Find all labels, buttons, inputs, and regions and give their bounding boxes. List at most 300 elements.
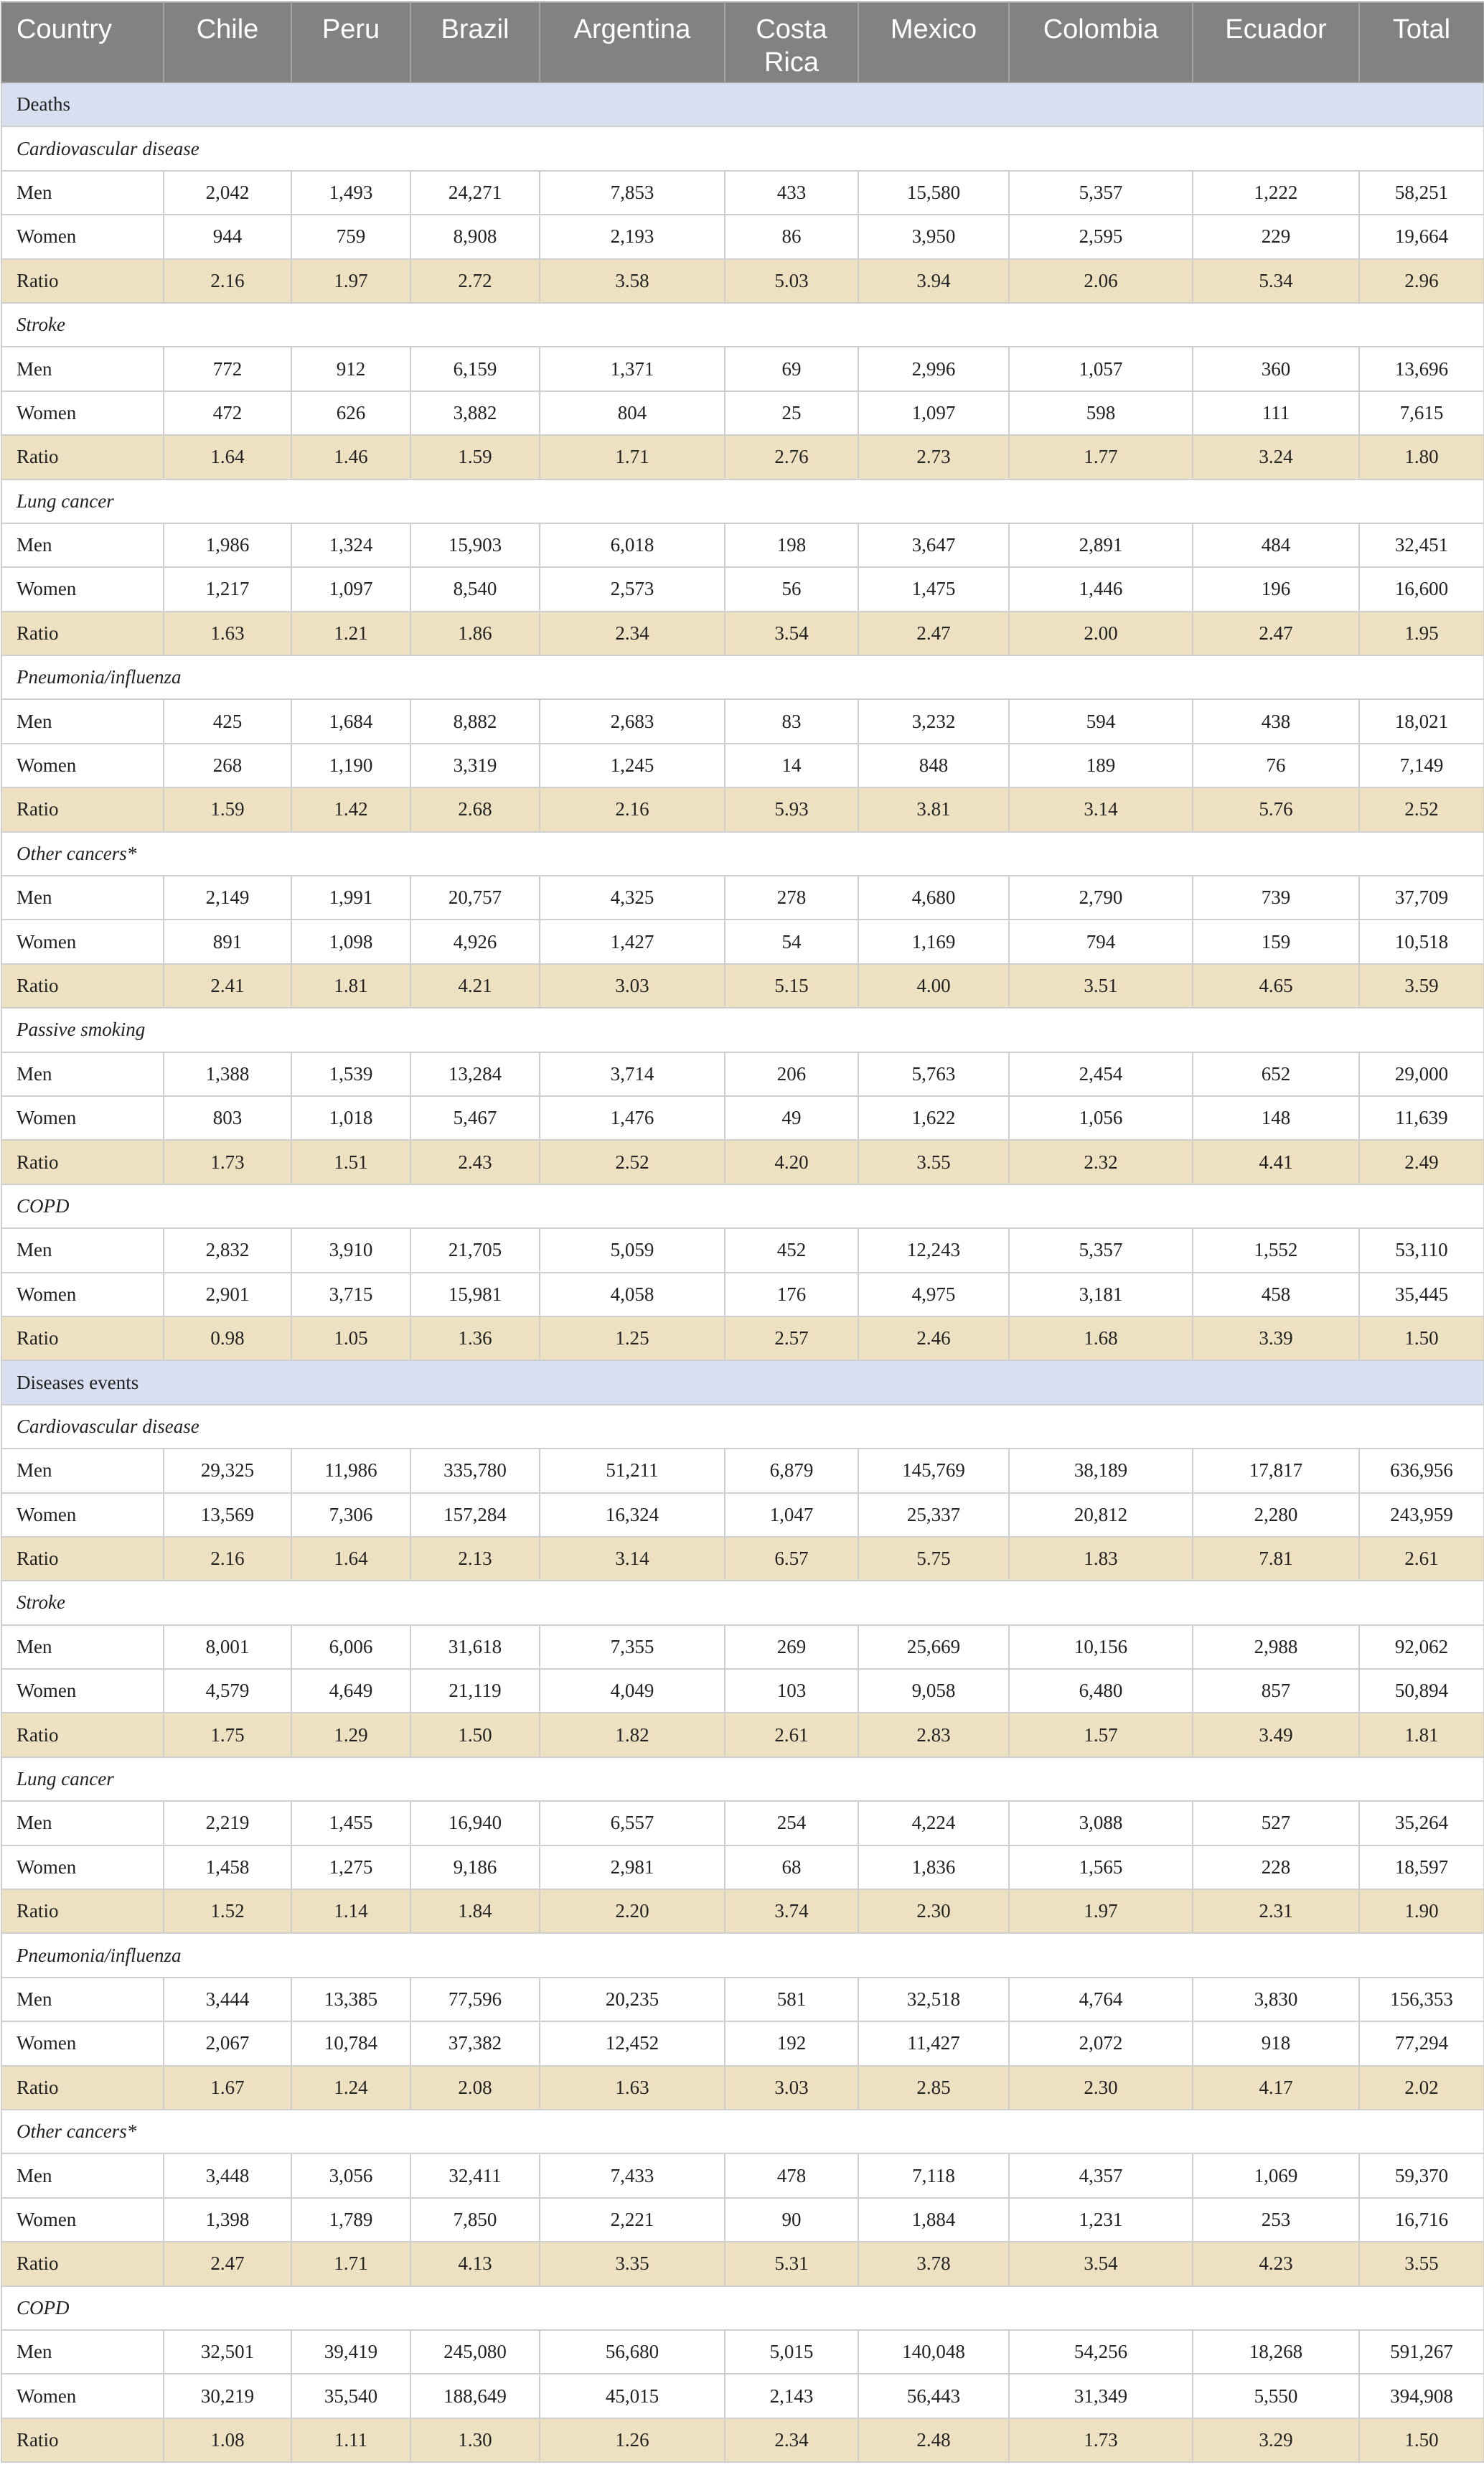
table-cell: 29,325 xyxy=(164,1449,291,1492)
table-cell: 1.24 xyxy=(291,2066,410,2110)
table-row-men xyxy=(1,1449,1484,1492)
table-cell: 76 xyxy=(1193,744,1359,787)
table-cell: 0.98 xyxy=(164,1316,291,1360)
table-row-women xyxy=(1,1845,1484,1889)
table-cell: 3.39 xyxy=(1193,1316,1359,1360)
table-cell: 2,219 xyxy=(164,1801,291,1845)
table-cell: 17,817 xyxy=(1193,1449,1359,1492)
table-cell: 2.00 xyxy=(1009,612,1193,655)
table-cell: 3.94 xyxy=(858,259,1009,303)
table-cell: 25,669 xyxy=(858,1625,1009,1669)
table-row-ratio xyxy=(1,2066,1484,2110)
table-cell: 9,058 xyxy=(858,1669,1009,1713)
table-cell: 1.08 xyxy=(164,2418,291,2462)
table-cell: 1.26 xyxy=(540,2418,725,2462)
table-cell: 3.55 xyxy=(858,1140,1009,1184)
row-label: Men xyxy=(1,171,164,215)
row-label: Women xyxy=(1,920,164,963)
table-cell: 804 xyxy=(540,391,725,435)
table-cell: 1.81 xyxy=(1359,1713,1484,1756)
table-cell: 5,059 xyxy=(540,1228,725,1272)
row-label: Men xyxy=(1,1625,164,1669)
table-cell: 1.21 xyxy=(291,612,410,655)
table-cell: 1.42 xyxy=(291,787,410,831)
table-cell: 4,975 xyxy=(858,1273,1009,1316)
row-label: Women xyxy=(1,1493,164,1537)
table-cell: 140,048 xyxy=(858,2330,1009,2374)
table-cell: 3,882 xyxy=(410,391,540,435)
table-cell: 12,452 xyxy=(540,2021,725,2065)
header-cell-country: Country xyxy=(1,2,164,83)
table-cell: 229 xyxy=(1193,215,1359,258)
row-label: Women xyxy=(1,2198,164,2242)
table-cell: 4,649 xyxy=(291,1669,410,1713)
table-cell: 425 xyxy=(164,699,291,743)
table-cell: 11,427 xyxy=(858,2021,1009,2065)
table-cell: 1.90 xyxy=(1359,1889,1484,1933)
table-cell: 1,398 xyxy=(164,2198,291,2242)
table-cell: 591,267 xyxy=(1359,2330,1484,2374)
table-cell: 10,156 xyxy=(1009,1625,1193,1669)
table-cell: 16,716 xyxy=(1359,2198,1484,2242)
table-cell: 1,836 xyxy=(858,1845,1009,1889)
table-cell: 268 xyxy=(164,744,291,787)
table-row-ratio xyxy=(1,964,1484,1008)
table-cell: 49 xyxy=(725,1096,858,1140)
table-cell: 3,910 xyxy=(291,1228,410,1272)
table-cell: 4,325 xyxy=(540,876,725,920)
table-cell: 58,251 xyxy=(1359,171,1484,215)
group-header-row xyxy=(1,655,1484,699)
table-cell: 3,950 xyxy=(858,215,1009,258)
table-cell: 3.35 xyxy=(540,2242,725,2285)
table-cell: 16,324 xyxy=(540,1493,725,1537)
table-cell: 3.59 xyxy=(1359,964,1484,1008)
table-cell: 1.84 xyxy=(410,1889,540,1933)
table-cell: 4,058 xyxy=(540,1273,725,1316)
group-title: COPD xyxy=(1,1184,1484,1228)
row-label: Women xyxy=(1,567,164,611)
table-cell: 2.34 xyxy=(725,2418,858,2462)
table-cell: 3.03 xyxy=(725,2066,858,2110)
table-cell: 1,069 xyxy=(1193,2153,1359,2197)
table-cell: 253 xyxy=(1193,2198,1359,2242)
table-cell: 7,433 xyxy=(540,2153,725,2197)
table-cell: 77,596 xyxy=(410,1978,540,2021)
table-cell: 269 xyxy=(725,1625,858,1669)
table-cell: 652 xyxy=(1193,1052,1359,1096)
table-cell: 2.16 xyxy=(164,1537,291,1581)
table-cell: 2.32 xyxy=(1009,1140,1193,1184)
table-cell: 912 xyxy=(291,347,410,390)
table-row-women xyxy=(1,2198,1484,2242)
table-cell: 2.30 xyxy=(858,1889,1009,1933)
row-label: Ratio xyxy=(1,1537,164,1581)
table-row-ratio xyxy=(1,2418,1484,2462)
table-cell: 157,284 xyxy=(410,1493,540,1537)
table-cell: 2,901 xyxy=(164,1273,291,1316)
table-cell: 598 xyxy=(1009,391,1193,435)
table-cell: 13,284 xyxy=(410,1052,540,1096)
table-cell: 3.14 xyxy=(1009,787,1193,831)
table-cell: 21,119 xyxy=(410,1669,540,1713)
table-cell: 3,056 xyxy=(291,2153,410,2197)
table-cell: 472 xyxy=(164,391,291,435)
table-row-ratio xyxy=(1,2242,1484,2285)
table-cell: 1.57 xyxy=(1009,1713,1193,1756)
table-cell: 8,540 xyxy=(410,567,540,611)
table-cell: 11,986 xyxy=(291,1449,410,1492)
table-cell: 189 xyxy=(1009,744,1193,787)
row-label: Men xyxy=(1,876,164,920)
table-cell: 1,476 xyxy=(540,1096,725,1140)
table-cell: 103 xyxy=(725,1669,858,1713)
section-title: Deaths xyxy=(1,83,1484,126)
table-cell: 1,047 xyxy=(725,1493,858,1537)
table-cell: 1,493 xyxy=(291,171,410,215)
header-cell-brazil: Brazil xyxy=(410,2,540,83)
table-cell: 1.36 xyxy=(410,1316,540,1360)
table-row-men xyxy=(1,1228,1484,1272)
table-cell: 4.41 xyxy=(1193,1140,1359,1184)
table-cell: 1,455 xyxy=(291,1801,410,1845)
table-cell: 438 xyxy=(1193,699,1359,743)
table-cell: 1,427 xyxy=(540,920,725,963)
table-cell: 3.49 xyxy=(1193,1713,1359,1756)
table-cell: 16,600 xyxy=(1359,567,1484,611)
table-cell: 8,882 xyxy=(410,699,540,743)
table-row-women xyxy=(1,2021,1484,2065)
table-cell: 1.68 xyxy=(1009,1316,1193,1360)
table-cell: 2,193 xyxy=(540,215,725,258)
table-cell: 2.52 xyxy=(540,1140,725,1184)
group-header-row xyxy=(1,2286,1484,2330)
table-cell: 2.06 xyxy=(1009,259,1193,303)
group-title: Cardiovascular disease xyxy=(1,1405,1484,1449)
group-header-row xyxy=(1,1757,1484,1801)
table-cell: 18,597 xyxy=(1359,1845,1484,1889)
row-label: Women xyxy=(1,2374,164,2418)
table-row-men xyxy=(1,1801,1484,1845)
table-cell: 2,573 xyxy=(540,567,725,611)
table-row-women xyxy=(1,744,1484,787)
table-cell: 254 xyxy=(725,1801,858,1845)
table-cell: 1,475 xyxy=(858,567,1009,611)
table-cell: 2.68 xyxy=(410,787,540,831)
table-cell: 25,337 xyxy=(858,1493,1009,1537)
table-cell: 2,996 xyxy=(858,347,1009,390)
table-cell: 458 xyxy=(1193,1273,1359,1316)
table-cell: 1,217 xyxy=(164,567,291,611)
section-header-row xyxy=(1,83,1484,126)
table-cell: 2,221 xyxy=(540,2198,725,2242)
table-cell: 581 xyxy=(725,1978,858,2021)
table-cell: 68 xyxy=(725,1845,858,1889)
table-cell: 198 xyxy=(725,523,858,567)
group-title: Pneumonia/influenza xyxy=(1,1933,1484,1977)
table-cell: 1.46 xyxy=(291,435,410,479)
table-cell: 944 xyxy=(164,215,291,258)
table-cell: 3.81 xyxy=(858,787,1009,831)
table-row-women xyxy=(1,215,1484,258)
table-cell: 2.08 xyxy=(410,2066,540,2110)
table-cell: 452 xyxy=(725,1228,858,1272)
table-cell: 6,557 xyxy=(540,1801,725,1845)
group-title: Other cancers* xyxy=(1,2110,1484,2153)
row-label: Women xyxy=(1,391,164,435)
table-cell: 636,956 xyxy=(1359,1449,1484,1492)
group-header-row xyxy=(1,1405,1484,1449)
table-cell: 2.34 xyxy=(540,612,725,655)
table-cell: 1.25 xyxy=(540,1316,725,1360)
table-cell: 1.81 xyxy=(291,964,410,1008)
table-cell: 20,757 xyxy=(410,876,540,920)
table-cell: 2.48 xyxy=(858,2418,1009,2462)
table-cell: 1.59 xyxy=(164,787,291,831)
table-row-women xyxy=(1,1493,1484,1537)
table-cell: 77,294 xyxy=(1359,2021,1484,2065)
header-cell-chile: Chile xyxy=(164,2,291,83)
table-cell: 1,245 xyxy=(540,744,725,787)
table-cell: 2.61 xyxy=(1359,1537,1484,1581)
table-cell: 32,501 xyxy=(164,2330,291,2374)
table-cell: 594 xyxy=(1009,699,1193,743)
row-label: Men xyxy=(1,1801,164,1845)
table-cell: 2.46 xyxy=(858,1316,1009,1360)
table-cell: 56 xyxy=(725,567,858,611)
table-cell: 7,306 xyxy=(291,1493,410,1537)
row-label: Men xyxy=(1,2330,164,2374)
table-cell: 4,579 xyxy=(164,1669,291,1713)
table-cell: 37,382 xyxy=(410,2021,540,2065)
table-cell: 2.47 xyxy=(858,612,1009,655)
group-title: Pneumonia/influenza xyxy=(1,655,1484,699)
table-row-men xyxy=(1,523,1484,567)
table-cell: 1,169 xyxy=(858,920,1009,963)
table-cell: 4,926 xyxy=(410,920,540,963)
table-cell: 7.81 xyxy=(1193,1537,1359,1581)
table-cell: 527 xyxy=(1193,1801,1359,1845)
table-cell: 24,271 xyxy=(410,171,540,215)
table-cell: 433 xyxy=(725,171,858,215)
table-cell: 25 xyxy=(725,391,858,435)
table-cell: 1,056 xyxy=(1009,1096,1193,1140)
table-cell: 1,324 xyxy=(291,523,410,567)
table-cell: 1.52 xyxy=(164,1889,291,1933)
table-cell: 1.64 xyxy=(291,1537,410,1581)
row-label: Ratio xyxy=(1,964,164,1008)
table-cell: 3.54 xyxy=(725,612,858,655)
table-cell: 7,615 xyxy=(1359,391,1484,435)
header-cell-ecuador: Ecuador xyxy=(1193,2,1359,83)
row-label: Ratio xyxy=(1,1140,164,1184)
table-cell: 29,000 xyxy=(1359,1052,1484,1096)
row-label: Men xyxy=(1,523,164,567)
table-cell: 5.93 xyxy=(725,787,858,831)
row-label: Ratio xyxy=(1,1316,164,1360)
table-cell: 1,446 xyxy=(1009,567,1193,611)
table-row-ratio xyxy=(1,787,1484,831)
row-label: Ratio xyxy=(1,2066,164,2110)
table-cell: 2,683 xyxy=(540,699,725,743)
table-cell: 188,649 xyxy=(410,2374,540,2418)
table-cell: 8,908 xyxy=(410,215,540,258)
table-cell: 192 xyxy=(725,2021,858,2065)
table-cell: 5,763 xyxy=(858,1052,1009,1096)
table-row-women xyxy=(1,1669,1484,1713)
table-cell: 2,072 xyxy=(1009,2021,1193,2065)
table-cell: 2,595 xyxy=(1009,215,1193,258)
table-cell: 56,443 xyxy=(858,2374,1009,2418)
table-cell: 1.14 xyxy=(291,1889,410,1933)
group-header-row xyxy=(1,303,1484,347)
table-cell: 2.83 xyxy=(858,1713,1009,1756)
table-cell: 1,018 xyxy=(291,1096,410,1140)
table-cell: 2,891 xyxy=(1009,523,1193,567)
table-cell: 1,190 xyxy=(291,744,410,787)
table-cell: 2.47 xyxy=(164,2242,291,2285)
table-cell: 1.80 xyxy=(1359,435,1484,479)
table-cell: 5,550 xyxy=(1193,2374,1359,2418)
group-title: Stroke xyxy=(1,303,1484,347)
table-cell: 2.43 xyxy=(410,1140,540,1184)
table-cell: 2,790 xyxy=(1009,876,1193,920)
table-cell: 35,445 xyxy=(1359,1273,1484,1316)
table-cell: 11,639 xyxy=(1359,1096,1484,1140)
table-cell: 3.29 xyxy=(1193,2418,1359,2462)
table-cell: 918 xyxy=(1193,2021,1359,2065)
table-cell: 3,232 xyxy=(858,699,1009,743)
table-cell: 206 xyxy=(725,1052,858,1096)
table-cell: 1,622 xyxy=(858,1096,1009,1140)
row-label: Men xyxy=(1,1052,164,1096)
group-header-row xyxy=(1,126,1484,170)
table-cell: 2.41 xyxy=(164,964,291,1008)
table-cell: 5.75 xyxy=(858,1537,1009,1581)
table-cell: 83 xyxy=(725,699,858,743)
table-cell: 2.20 xyxy=(540,1889,725,1933)
table-cell: 1,789 xyxy=(291,2198,410,2242)
table-cell: 2,143 xyxy=(725,2374,858,2418)
table-cell: 54 xyxy=(725,920,858,963)
table-cell: 3,715 xyxy=(291,1273,410,1316)
row-label: Men xyxy=(1,1449,164,1492)
table-row-ratio xyxy=(1,1140,1484,1184)
group-title: Passive smoking xyxy=(1,1008,1484,1052)
table-cell: 92,062 xyxy=(1359,1625,1484,1669)
table-cell: 1,222 xyxy=(1193,171,1359,215)
table-cell: 31,349 xyxy=(1009,2374,1193,2418)
header-cell-argentina: Argentina xyxy=(540,2,725,83)
table-cell: 21,705 xyxy=(410,1228,540,1272)
table-cell: 2,042 xyxy=(164,171,291,215)
table-row-ratio xyxy=(1,1316,1484,1360)
table-cell: 20,812 xyxy=(1009,1493,1193,1537)
header-cell-peru: Peru xyxy=(291,2,410,83)
table-row-women xyxy=(1,391,1484,435)
table-cell: 54,256 xyxy=(1009,2330,1193,2374)
table-cell: 4.17 xyxy=(1193,2066,1359,2110)
table-cell: 14 xyxy=(725,744,858,787)
table-row-men xyxy=(1,347,1484,390)
table-cell: 1,231 xyxy=(1009,2198,1193,2242)
table-cell: 772 xyxy=(164,347,291,390)
table-cell: 2,981 xyxy=(540,1845,725,1889)
table-cell: 2.31 xyxy=(1193,1889,1359,1933)
table-cell: 4,680 xyxy=(858,876,1009,920)
table-row-men xyxy=(1,171,1484,215)
table-row-men xyxy=(1,1052,1484,1096)
table-row-men xyxy=(1,2153,1484,2197)
group-header-row xyxy=(1,1933,1484,1977)
table-cell: 1.63 xyxy=(164,612,291,655)
table-cell: 148 xyxy=(1193,1096,1359,1140)
table-cell: 1.50 xyxy=(1359,1316,1484,1360)
group-title: Lung cancer xyxy=(1,1757,1484,1801)
table-cell: 5.03 xyxy=(725,259,858,303)
table-cell: 360 xyxy=(1193,347,1359,390)
table-cell: 3,444 xyxy=(164,1978,291,2021)
table-cell: 4.65 xyxy=(1193,964,1359,1008)
table-row-men xyxy=(1,2330,1484,2374)
table-row-men xyxy=(1,699,1484,743)
table-cell: 5,357 xyxy=(1009,1228,1193,1272)
header-cell-mexico: Mexico xyxy=(858,2,1009,83)
row-label: Ratio xyxy=(1,2242,164,2285)
table-cell: 3.03 xyxy=(540,964,725,1008)
table-row-ratio xyxy=(1,259,1484,303)
table-cell: 857 xyxy=(1193,1669,1359,1713)
table-cell: 1,388 xyxy=(164,1052,291,1096)
row-label: Ratio xyxy=(1,1713,164,1756)
group-header-row xyxy=(1,1184,1484,1228)
table-cell: 1,565 xyxy=(1009,1845,1193,1889)
table-cell: 3,647 xyxy=(858,523,1009,567)
table-cell: 51,211 xyxy=(540,1449,725,1492)
table-cell: 31,618 xyxy=(410,1625,540,1669)
table-cell: 1.50 xyxy=(410,1713,540,1756)
table-cell: 15,903 xyxy=(410,523,540,567)
table-cell: 8,001 xyxy=(164,1625,291,1669)
table-cell: 2,454 xyxy=(1009,1052,1193,1096)
table-cell: 7,355 xyxy=(540,1625,725,1669)
table-cell: 1.05 xyxy=(291,1316,410,1360)
table-cell: 37,709 xyxy=(1359,876,1484,920)
table-cell: 4,357 xyxy=(1009,2153,1193,2197)
table-cell: 4,224 xyxy=(858,1801,1009,1845)
row-label: Women xyxy=(1,1845,164,1889)
table-cell: 2.76 xyxy=(725,435,858,479)
table-cell: 196 xyxy=(1193,567,1359,611)
table-cell: 6,006 xyxy=(291,1625,410,1669)
row-label: Women xyxy=(1,1669,164,1713)
table-cell: 1.97 xyxy=(1009,1889,1193,1933)
table-cell: 1.83 xyxy=(1009,1537,1193,1581)
table-cell: 228 xyxy=(1193,1845,1359,1889)
row-label: Men xyxy=(1,1978,164,2021)
table-cell: 4.23 xyxy=(1193,2242,1359,2285)
table-cell: 32,518 xyxy=(858,1978,1009,2021)
table-cell: 3,448 xyxy=(164,2153,291,2197)
table-cell: 4,049 xyxy=(540,1669,725,1713)
table-cell: 10,518 xyxy=(1359,920,1484,963)
table-row-men xyxy=(1,1978,1484,2021)
table-cell: 2,280 xyxy=(1193,1493,1359,1537)
table-cell: 5,015 xyxy=(725,2330,858,2374)
table-cell: 278 xyxy=(725,876,858,920)
table-row-ratio xyxy=(1,1889,1484,1933)
table-cell: 1,539 xyxy=(291,1052,410,1096)
